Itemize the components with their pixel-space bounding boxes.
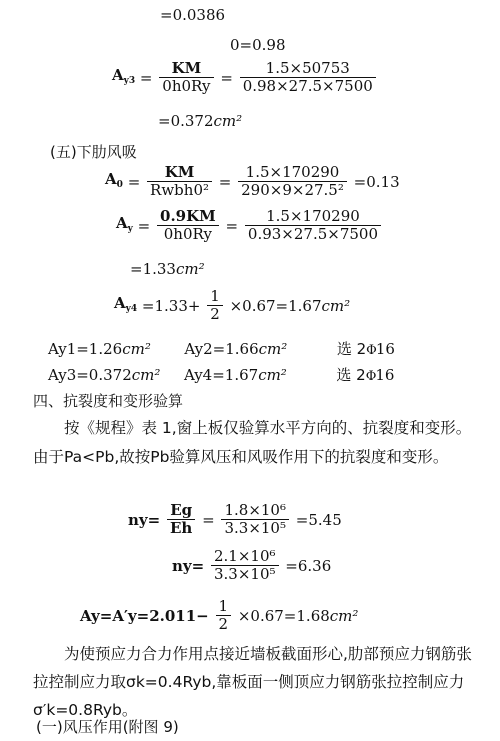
a0-frac-1: $\frac{KM}{\text{Rwbh0²}}$ [147, 164, 212, 199]
ay-frac-2: $\frac{1.5\times 170290}{0.93\times 27.5\times 7500}$ [245, 208, 381, 243]
ny2-frac: $\frac{\text{2.1×10⁶}}{\text{3.3×10⁵}}$ [211, 548, 279, 583]
eq-line-2: 0=0.98 [230, 36, 286, 54]
eq-a0: $A_0$ = $\frac{KM}{\text{Rwbh0²}}$ = $\frac{1.5\times 170290}{\text{290×9×27.5²}}$ =0.13 [105, 163, 400, 199]
ny1-frac-2: $\frac{\text{1.8×10⁶}}{\text{3.3×10⁵}}$ [221, 502, 289, 537]
ayeq-half: $\frac{1}{2}$ [216, 598, 232, 633]
eq-ay3-result: =0.372cm² [158, 112, 243, 130]
result-row-2: Ay3=0.372cm² Ay4=1.67cm² 选 2Φ16 [48, 366, 395, 384]
eq-ay-result: =1.33cm² [130, 260, 205, 278]
eq-ay4: $A_{y4} =1.33+$ $\frac{1}{2}$ ×0.67=1.67cm² [114, 287, 351, 323]
ay-frac-1: $\frac{0.9KM}{0h0Ry}$ [157, 208, 219, 243]
a0-lhs: $A_0$ [105, 169, 123, 190]
result-row-1: Ay1=1.26cm² Ay2=1.66cm² 选 2Φ16 [48, 340, 395, 358]
eq-ay-final: Ay=A′y=2.011− $\frac{1}{2}$ ×0.67=1.68cm² [80, 597, 359, 633]
ay4-half: $\frac{1}{2}$ [207, 288, 223, 323]
section-4-heading: 四、抗裂度和变形验算 [33, 392, 184, 410]
paragraph-2: 为使预应力合力作用点接近墙板截面形心,肋部预应力钢筋张拉控制应力取σk=0.4Ryb,靠板面一侧顶应力钢筋张拉控制应力σ′k=0.8Ryb。 [33, 645, 472, 719]
a0-frac-2: $\frac{1.5\times 170290}{\text{290×9×27.5²}}$ [238, 164, 347, 199]
eq-ay: $A_y$ = $\frac{0.9KM}{0h0Ry}$ = $\frac{1.5\times 170290}{0.93\times 27.5\times 7500}$ [116, 208, 383, 243]
rebar-symbol-icon: Φ [365, 369, 376, 384]
eq-ny-1: ny= $\frac{Eg}{Eh}$ = $\frac{\text{1.8×10⁶}}{\text{3.3×10⁵}}$ =5.45 [128, 501, 342, 537]
section-last-heading: (一)风压作用(附图 9) [36, 718, 179, 736]
ny1-frac-1: $\frac{Eg}{Eh}$ [167, 502, 195, 537]
paragraph-1: 按《规程》表 1,窗上板仅验算水平方向的、抗裂度和变形。由于Pa<Pb,故按Pb验算风压和风吸作用下的抗裂度和变形。 [33, 419, 472, 466]
ay-lhs: $A_y$ [116, 213, 133, 234]
eq-line-1: =0.0386 [160, 6, 226, 24]
eq-ay3: $A_{y3}$ = $\frac{KM}{0h0Ry}$ = $\frac{1.5\times 50753}{0.98\times 27.5\times 7500}$ [112, 60, 378, 95]
ay3-frac-2: $\frac{1.5\times 50753}{0.98\times 27.5\times 7500}$ [240, 60, 376, 95]
eq-ny-2: ny= $\frac{\text{2.1×10⁶}}{\text{3.3×10⁵}}$ =6.36 [172, 547, 332, 583]
ay3-frac-1: $\frac{KM}{0h0Ry}$ [159, 60, 213, 95]
ay4-lhs: $A_{y4}$ [114, 293, 138, 314]
rebar-symbol-icon: Φ [366, 343, 376, 358]
section-5-heading: (五)下肋风吸 [50, 143, 137, 161]
ay3-lhs: $A_{y3}$ [112, 65, 136, 86]
